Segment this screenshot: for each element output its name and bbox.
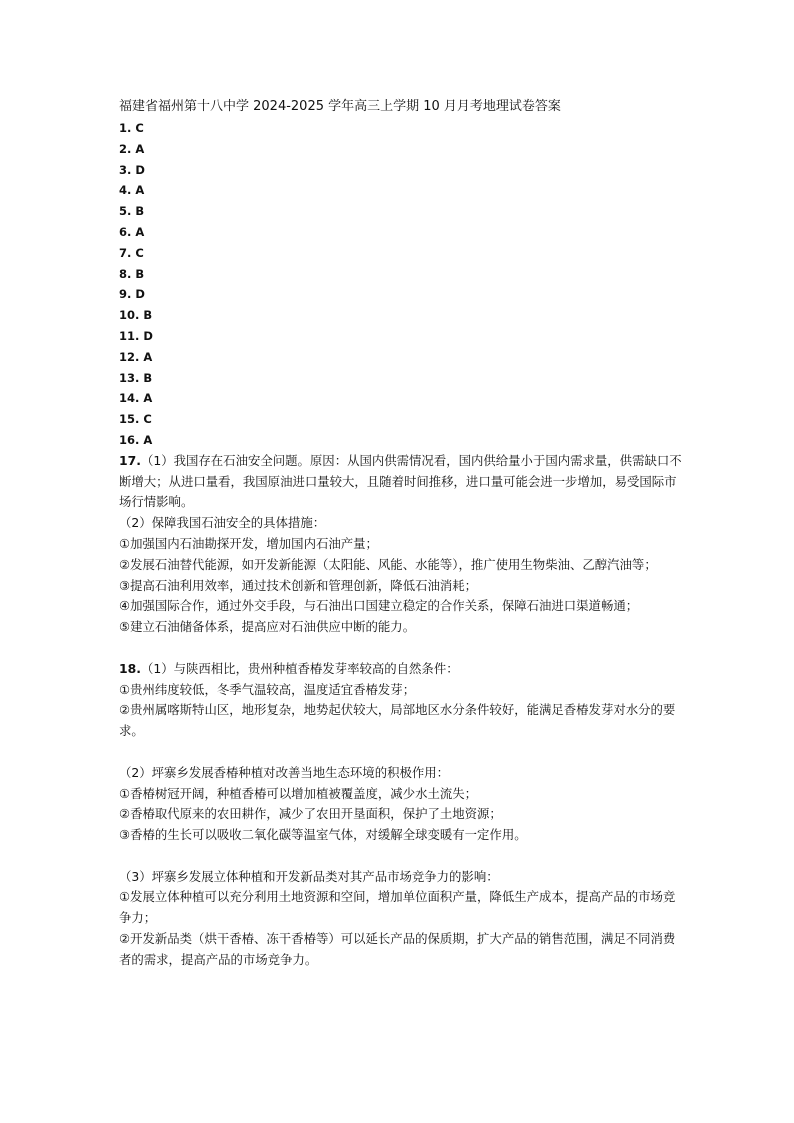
spacer [119,638,687,659]
q17-part2-item: ③提高石油利用效率，通过技术创新和管理创新，降低石油消耗； [119,577,478,593]
q17-part2-item: ④加强国际合作，通过外交手段，与石油出口国建立稳定的合作关系，保障石油进口渠道畅通； [119,598,639,614]
answer-item: 8. B [119,266,145,281]
q17-part2-item: ⑤建立石油储备体系，提高应对石油供应中断的能力。 [119,619,416,635]
q17-part1 [119,451,687,513]
answer-item: 11. D [119,328,153,343]
q17-number: 17. [119,452,141,468]
answer-item: 5. B [119,204,145,219]
answer-item: 7. C [119,245,144,260]
answer-document [119,97,687,971]
answer-item: 13. B [119,370,153,385]
question-18 [119,659,687,971]
q18-part2-heading: （2）坪寨乡发展香椿种植对改善当地生态环境的积极作用： [119,764,450,780]
q18-part3-item: ②开发新品类（烘干香椿、冻干香椿等）可以延长产品的保质期，扩大产品的销售范围，满足不同消费者的需求，提高产品的市场竞争力。 [119,931,676,967]
answer-item: 9. D [119,287,145,302]
answer-item: 12. A [119,349,153,364]
answer-item: 15. C [119,412,152,427]
q17-part1-text: （1）我国存在石油安全问题。原因：从国内供需情况看，国内供给量小于国内需求量，供需缺口不断增大；从进口量看，我国原油进口量较大，且随着时间推移，进口量可能会进一步增加，易受国际市场行情影响。 [119,452,682,510]
answer-item: 2. A [119,141,145,156]
q18-part1-heading-text: （1）与陕西相比，贵州种植香椿发芽率较高的自然条件： [140,660,459,676]
document-title: 福建省福州第十八中学 2024-2025 学年高三上学期 10 月月考地理试卷答案 [119,99,561,114]
q18-part1-item: ①贵州纬度较低，冬季气温较高，温度适宜香椿发芽； [119,681,416,697]
answer-item: 16. A [119,432,153,447]
q18-part2-item: ③香椿的生长可以吸收二氧化碳等温室气体，对缓解全球变暖有一定作用。 [119,827,527,843]
q18-number: 18. [119,660,141,676]
q18-part3-heading: （3）坪寨乡发展立体种植和开发新品类对其产品市场竞争力的影响： [119,868,499,884]
q18-part1-heading [119,659,687,680]
spacer [119,742,687,763]
question-17 [119,451,687,638]
q17-part2-item: ①加强国内石油勘探开发，增加国内石油产量； [119,535,378,551]
q17-part2-heading: （2）保障我国石油安全的具体措施： [119,515,326,531]
answer-item: 1. C [119,121,144,135]
answer-item: 10. B [119,308,153,323]
q18-part2-item: ①香椿树冠开阔，种植香椿可以增加植被覆盖度，减少水土流失； [119,785,478,801]
q17-part2-item: ②发展石油替代能源，如开发新能源（太阳能、风能、水能等），推广使用生物柴油、乙醇汽油等； [119,556,657,572]
answer-item: 14. A [119,391,153,406]
answer-item: 6. A [119,224,145,239]
q18-part3-item: ①发展立体种植可以充分利用土地资源和空间，增加单位面积产量，降低生产成本，提高产品的市场竞争力； [119,889,676,926]
answer-item: 4. A [119,183,145,198]
q18-part2-item: ②香椿取代原来的农田耕作，减少了农田开垦面积，保护了土地资源； [119,806,502,822]
spacer [119,846,687,867]
answer-item: 3. D [119,162,145,177]
q18-part1-item: ②贵州属喀斯特山区，地形复杂，地势起伏较大，局部地区水分条件较好，能满足香椿发芽对水分的要求。 [119,702,676,739]
choice-answer-list [119,118,687,451]
